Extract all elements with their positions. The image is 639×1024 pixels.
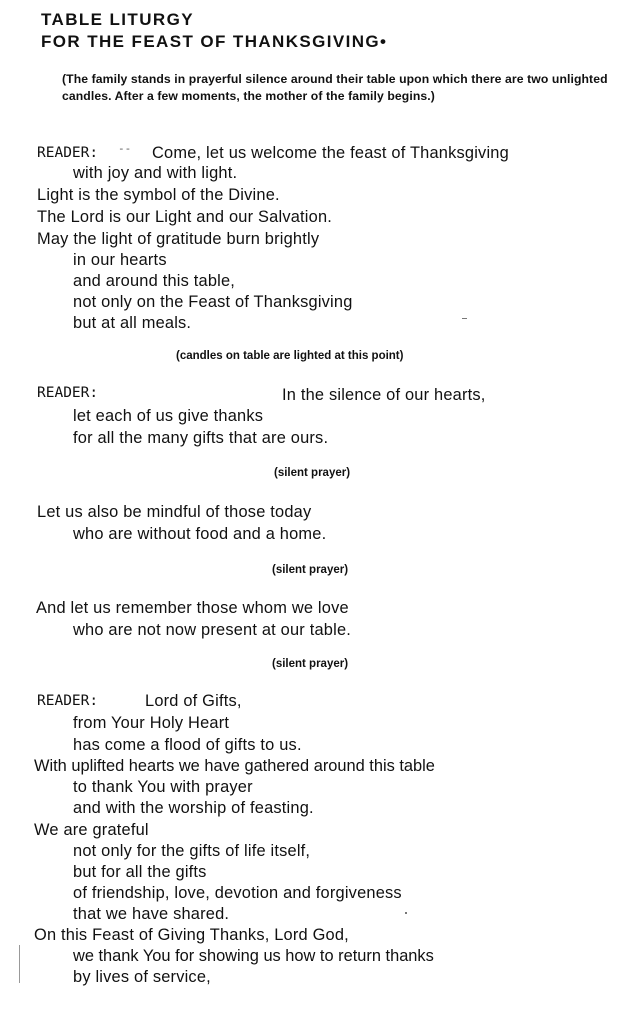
verse-line: who are not now present at our table.: [73, 621, 352, 639]
verse-line: let each of us give thanks: [73, 407, 264, 425]
verse-line: but for all the gifts: [73, 863, 207, 881]
verse-line: Lord of Gifts,: [145, 692, 242, 710]
verse-line: The Lord is our Light and our Salvation.: [37, 208, 333, 226]
reader-label-1: READER:: [37, 145, 99, 161]
intro-instructions: (The family stands in prayerful silence around their table upon which there are two unlighted candles. After a few moments, the mother of the family begins.): [62, 72, 608, 103]
verse-line: With uplifted hearts we have gathered around this table: [34, 757, 435, 775]
verse-line: has come a flood of gifts to us.: [73, 736, 302, 754]
scan-speck: [462, 318, 467, 319]
verse-line: with joy and with light.: [73, 164, 238, 182]
verse-line: of friendship, love, devotion and forgiveness: [73, 884, 402, 902]
verse-line: In the silence of our hearts,: [282, 386, 486, 404]
verse-line: in our hearts: [73, 251, 167, 269]
verse-line: that we have shared.: [73, 905, 230, 923]
verse-line: Light is the symbol of the Divine.: [37, 186, 280, 204]
verse-line: not only on the Feast of Thanksgiving: [73, 293, 353, 311]
reader-label-3: READER:: [37, 693, 99, 709]
reader-label-2: READER:: [37, 385, 99, 401]
verse-line: for all the many gifts that are ours.: [73, 429, 329, 447]
verse-line: and with the worship of feasting.: [73, 799, 314, 817]
margin-mark: [19, 945, 20, 983]
reader-dash: --: [118, 142, 132, 155]
title-line-1: TABLE LITURGY: [41, 10, 194, 29]
verse-line: we thank You for showing us how to return thanks: [73, 947, 434, 965]
stage-direction-silent-prayer: (silent prayer): [272, 658, 349, 670]
verse-line: Come, let us welcome the feast of Thanksgiving: [152, 144, 509, 162]
verse-line: not only for the gifts of life itself,: [73, 842, 311, 860]
title-line-2: FOR THE FEAST OF THANKSGIVING•: [41, 32, 388, 51]
verse-line: And let us remember those whom we love: [36, 599, 349, 617]
stage-direction-silent-prayer: (silent prayer): [272, 564, 349, 576]
stage-direction-candles: (candles on table are lighted at this point): [176, 350, 404, 362]
verse-line: We are grateful: [34, 821, 149, 839]
verse-line: May the light of gratitude burn brightly: [37, 230, 320, 248]
verse-line: but at all meals.: [73, 314, 192, 332]
stage-direction-silent-prayer: (silent prayer): [274, 467, 351, 479]
scan-speck: [405, 912, 407, 914]
verse-line: from Your Holy Heart: [73, 714, 230, 732]
verse-line: by lives of service,: [73, 968, 211, 986]
verse-line: who are without food and a home.: [73, 525, 327, 543]
verse-line: to thank You with prayer: [73, 778, 253, 796]
verse-line: Let us also be mindful of those today: [37, 503, 312, 521]
verse-line: and around this table,: [73, 272, 236, 290]
verse-line: On this Feast of Giving Thanks, Lord God,: [34, 926, 349, 944]
